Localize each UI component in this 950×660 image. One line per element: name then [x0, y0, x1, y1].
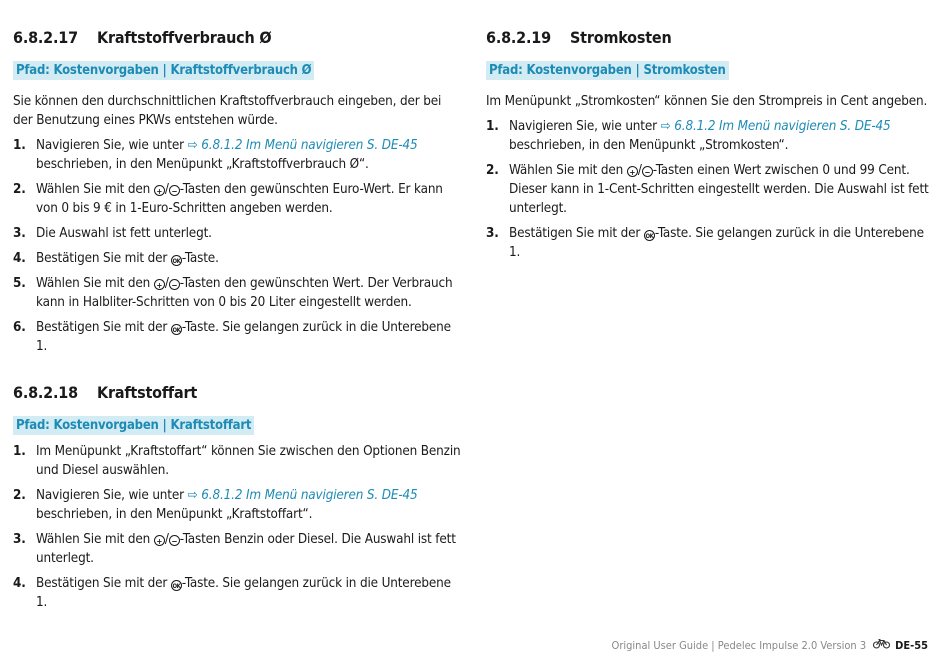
steps-list-17: [13, 136, 463, 356]
minus-button-icon: −: [169, 535, 180, 546]
ok-button-icon: OK: [171, 255, 182, 266]
right-column: [486, 26, 932, 262]
step-item: 4. Bestätigen Sie mit der OK -Taste.: [13, 251, 219, 266]
step-item: 3. Bestätigen Sie mit der OK -Taste. Sie gelangen zurück in die Unterebene 1.: [486, 226, 924, 260]
ok-button-icon: OK: [171, 580, 182, 591]
section-number: 6.8.2.19: [486, 27, 551, 47]
path-label: Pfad: Kostenvorgaben | Kraftstoffverbrauch Ø: [13, 61, 314, 80]
page-footer: [612, 638, 928, 652]
page-number: DE-55: [895, 638, 928, 652]
left-column: [13, 26, 463, 612]
step-item: 1. Im Menüpunkt „Kraftstoffart“ können Sie zwischen den Optionen Benzin und Diesel auswählen.: [13, 444, 461, 478]
bicycle-icon: [873, 638, 890, 652]
cross-reference-link[interactable]: ⇨ 6.8.1.2 Im Menü navigieren S. DE-45: [660, 119, 891, 134]
intro-text: Sie können den durchschnittlichen Kraftstoffverbrauch eingeben, der bei der Benutzung eines PKWs entstehen würde.: [13, 94, 442, 128]
plus-button-icon: +: [154, 279, 165, 290]
step-item: 3. Die Auswahl ist fett unterlegt.: [13, 226, 212, 241]
step-item: 1. Navigieren Sie, wie unter ⇨ 6.8.1.2 Im Menü navigieren S. DE-45 beschrieben, in den Menüpunkt „Stromkosten“.: [486, 119, 891, 153]
path-label: Pfad: Kostenvorgaben | Kraftstoffart: [13, 416, 254, 435]
section-heading-18: [13, 381, 463, 403]
section-heading-17: [13, 26, 463, 48]
arrow-right-icon: ⇨: [187, 488, 198, 503]
step-item: 2. Wählen Sie mit den + / − -Tasten den gewünschten Euro-Wert. Er kann von 0 bis 9 € in 1-Euro-Schritten angeben werden.: [13, 182, 443, 216]
plus-button-icon: +: [627, 166, 638, 177]
ok-button-icon: OK: [171, 324, 182, 335]
step-item: 1. Navigieren Sie, wie unter ⇨ 6.8.1.2 Im Menü navigieren S. DE-45 beschrieben, in den Menüpunkt „Kraftstoffverbrauch Ø“.: [13, 138, 418, 172]
steps-list-18: [13, 442, 463, 612]
step-item: 2. Wählen Sie mit den + / − -Tasten einen Wert zwischen 0 und 99 Cent. Dieser kann in 1-Cent-Schritten eingestellt werden. Die Auswahl ist fett unterlegt.: [486, 163, 929, 216]
cross-reference-link[interactable]: ⇨ 6.8.1.2 Im Menü navigieren S. DE-45: [187, 138, 418, 153]
section-number: 6.8.2.18: [13, 382, 78, 402]
step-item: 2. Navigieren Sie, wie unter ⇨ 6.8.1.2 Im Menü navigieren S. DE-45 beschrieben, in den Menüpunkt „Kraftstoffart“.: [13, 488, 418, 522]
step-item: 3. Wählen Sie mit den + / − -Tasten Benzin oder Diesel. Die Auswahl ist fett unterlegt.: [13, 532, 456, 566]
section-heading-19: [486, 26, 932, 48]
step-item: 6. Bestätigen Sie mit der OK -Taste. Sie gelangen zurück in die Unterebene 1.: [13, 320, 451, 354]
minus-button-icon: −: [169, 185, 180, 196]
section-title: Stromkosten: [570, 27, 672, 47]
cross-reference-link[interactable]: ⇨ 6.8.1.2 Im Menü navigieren S. DE-45: [187, 488, 418, 503]
step-item: 5. Wählen Sie mit den + / − -Tasten den gewünschten Wert. Der Verbrauch kann in Halbliter-Schritten von 0 bis 20 Liter eingestellt werden.: [13, 276, 453, 310]
footer-text: Original User Guide | Pedelec Impulse 2.0 Version 3: [611, 638, 867, 652]
intro-text: Im Menüpunkt „Stromkosten“ können Sie den Strompreis in Cent angeben.: [486, 94, 928, 109]
section-title: Kraftstoffart: [97, 382, 198, 402]
steps-list-19: [486, 117, 932, 262]
plus-button-icon: +: [154, 185, 165, 196]
arrow-right-icon: ⇨: [660, 119, 671, 134]
minus-button-icon: −: [642, 166, 653, 177]
arrow-right-icon: ⇨: [187, 138, 198, 153]
path-label: Pfad: Kostenvorgaben | Stromkosten: [486, 61, 729, 80]
section-number: 6.8.2.17: [13, 27, 78, 47]
minus-button-icon: −: [169, 279, 180, 290]
section-title: Kraftstoffverbrauch Ø: [97, 27, 272, 47]
plus-button-icon: +: [154, 535, 165, 546]
ok-button-icon: OK: [644, 230, 655, 241]
step-item: 4. Bestätigen Sie mit der OK -Taste. Sie gelangen zurück in die Unterebene 1.: [13, 576, 451, 610]
bicycle-icon-svg: [873, 638, 890, 649]
